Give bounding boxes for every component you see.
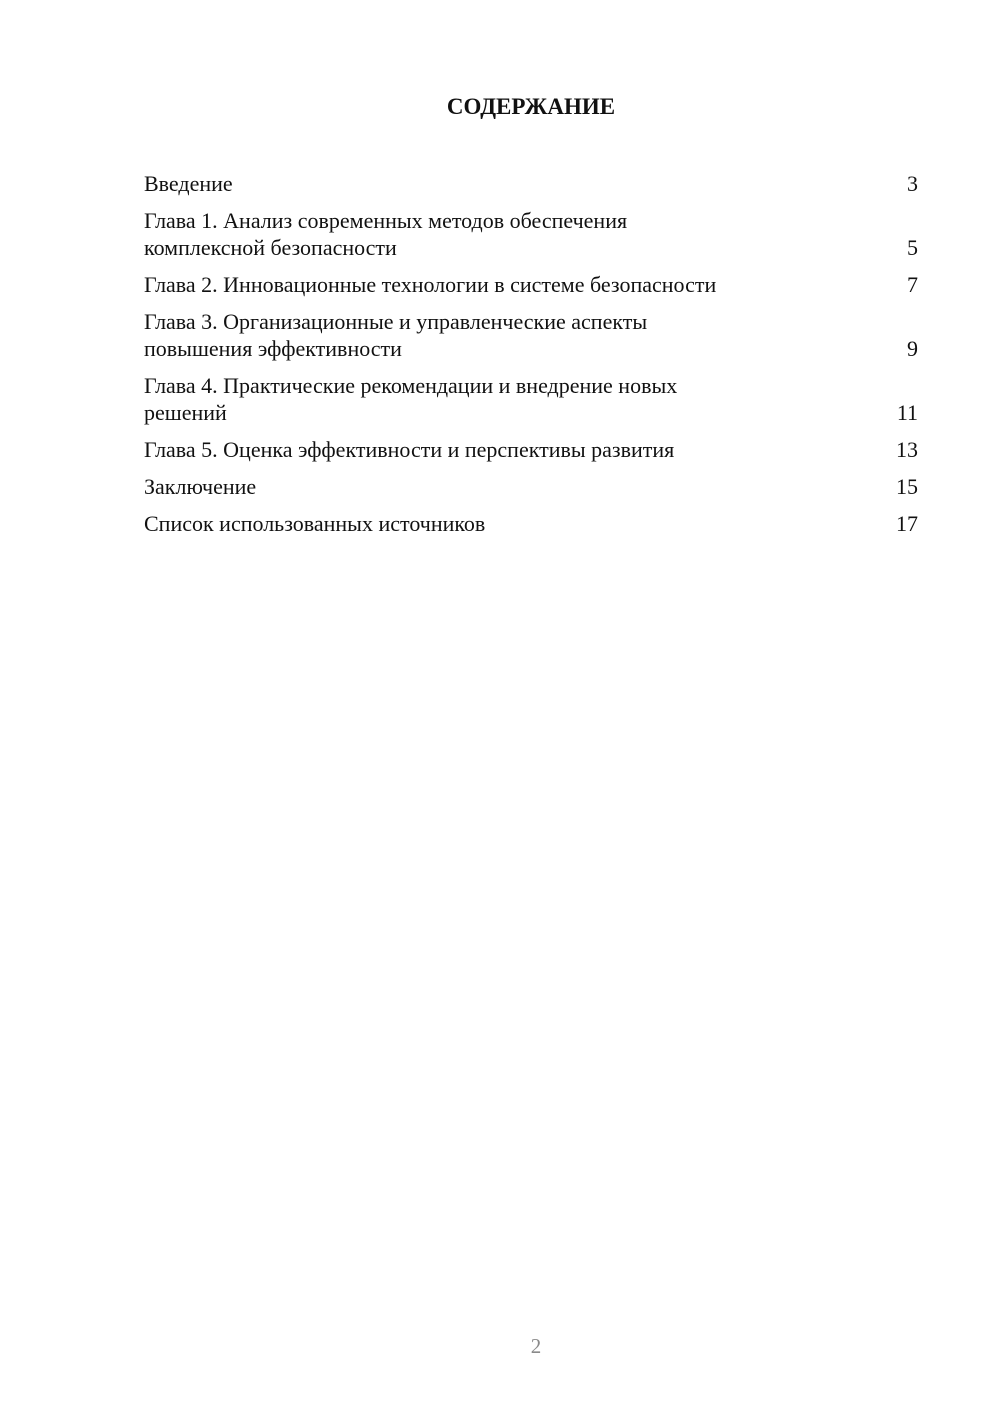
toc-entry-title <box>144 170 907 197</box>
toc-entry-page-number: 11 <box>896 400 918 425</box>
toc-entry-title-line: Глава 2. Инновационные технологии в системе безопасности <box>144 272 717 297</box>
toc-entry-references[interactable] <box>144 510 918 537</box>
toc-heading: СОДЕРЖАНИЕ <box>446 94 616 119</box>
toc-entry-title <box>144 207 907 261</box>
toc-entry-page-number: 7 <box>907 272 918 297</box>
toc-entry-page-number: 9 <box>907 336 918 361</box>
toc-entry-introduction[interactable] <box>144 170 918 197</box>
toc-entry-page-number: 5 <box>907 235 918 260</box>
toc-entry-title-line: Список использованных источников <box>144 511 486 536</box>
toc-entry-title-line: Глава 4. Практические рекомендации и внедрение новых <box>144 373 678 398</box>
toc-entry-page-number: 13 <box>896 437 918 462</box>
toc-entry-page-number: 3 <box>907 171 918 196</box>
table-of-contents <box>144 170 918 547</box>
toc-entry-title-line: решений <box>144 400 227 425</box>
toc-entry-chapter-4[interactable] <box>144 372 918 426</box>
toc-entry-title <box>144 271 907 298</box>
toc-entry-page-number: 15 <box>896 474 918 499</box>
toc-entry-conclusion[interactable] <box>144 473 918 500</box>
toc-entry-chapter-1[interactable] <box>144 207 918 261</box>
toc-entry-title-line: Глава 5. Оценка эффективности и перспективы развития <box>144 437 675 462</box>
toc-entry-page-number: 17 <box>896 511 918 536</box>
toc-entry-title-line: Введение <box>144 171 233 196</box>
toc-entry-chapter-3[interactable] <box>144 308 918 362</box>
toc-entry-title-line: Глава 3. Организационные и управленческие аспекты <box>144 309 648 334</box>
toc-entry-chapter-2[interactable] <box>144 271 918 298</box>
toc-entry-title-line: комплексной безопасности <box>144 235 397 260</box>
toc-entry-chapter-5[interactable] <box>144 436 918 463</box>
toc-entry-title <box>144 436 896 463</box>
toc-entry-title-line: Глава 1. Анализ современных методов обеспечения <box>144 208 628 233</box>
page-number: 2 <box>530 1334 542 1358</box>
toc-entry-title <box>144 510 896 537</box>
toc-entry-title-line: повышения эффективности <box>144 336 402 361</box>
toc-entry-title <box>144 308 907 362</box>
toc-entry-title-line: Заключение <box>144 474 257 499</box>
toc-entry-title <box>144 372 897 426</box>
toc-entry-title <box>144 473 896 500</box>
